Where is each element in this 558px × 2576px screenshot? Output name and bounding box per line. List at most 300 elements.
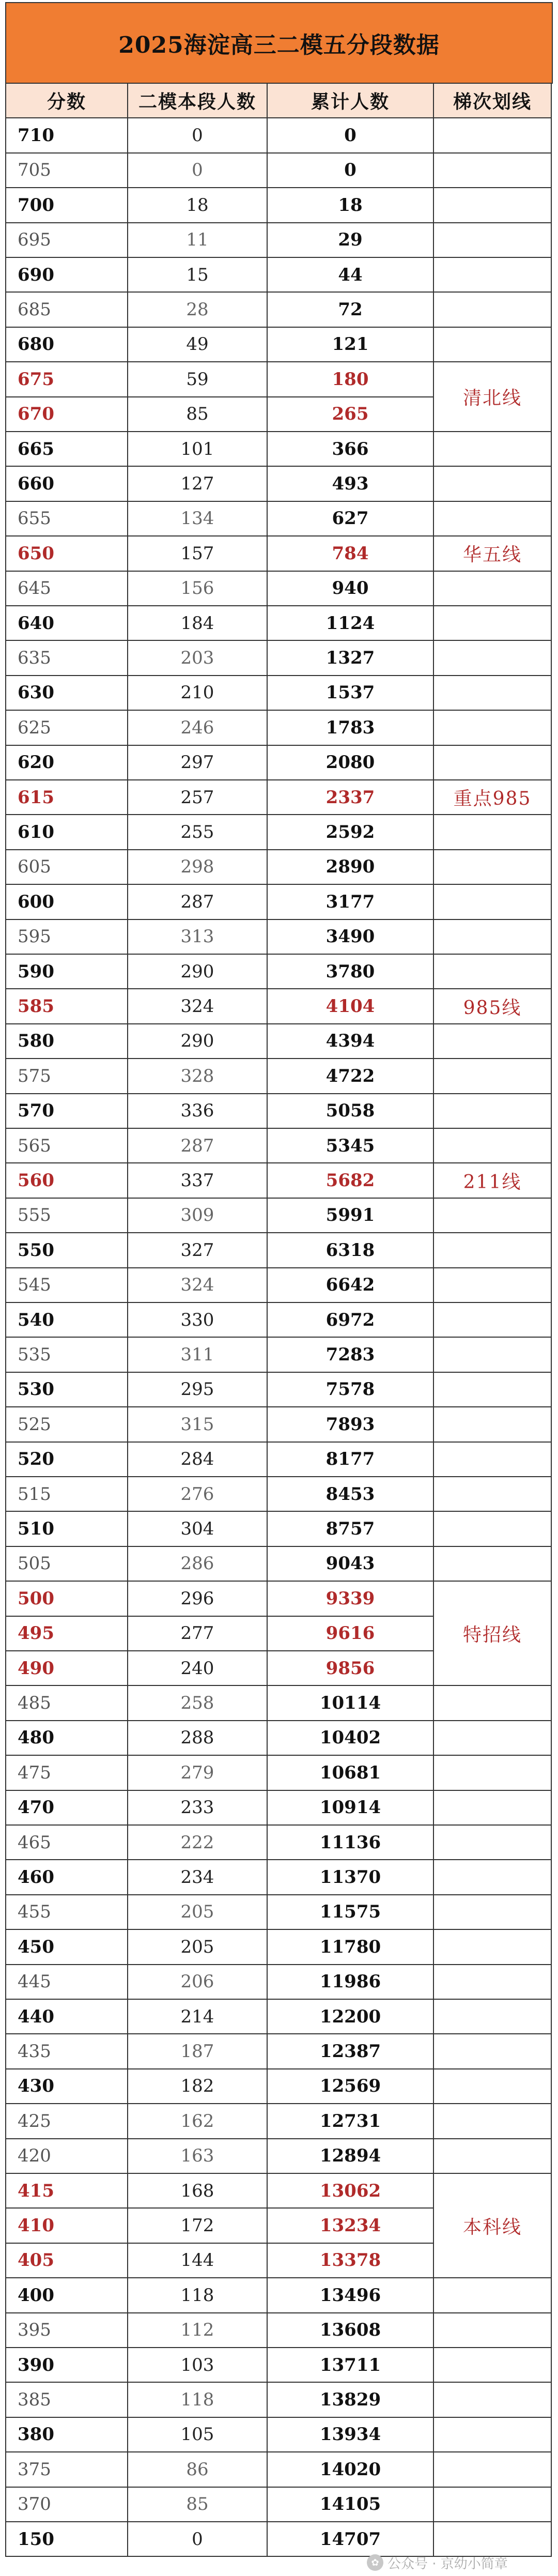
count-cell: 328 — [128, 1059, 268, 1094]
score-cell: 390 — [5, 2348, 128, 2383]
tier-cell — [434, 1373, 552, 1407]
tier-label: 重点985 — [434, 780, 552, 815]
score-cell: 620 — [5, 746, 128, 780]
score-cell: 415 — [5, 2174, 128, 2209]
table-row — [5, 328, 552, 362]
score-cell: 540 — [5, 1303, 128, 1338]
tier-label: 985线 — [434, 989, 552, 1024]
cumulative-cell: 13378 — [268, 2244, 434, 2278]
count-cell: 182 — [128, 2069, 268, 2104]
tier-cell — [434, 1059, 552, 1094]
score-cell: 600 — [5, 885, 128, 919]
score-cell: 435 — [5, 2034, 128, 2069]
count-cell: 162 — [128, 2104, 268, 2139]
tier-cell — [434, 188, 552, 223]
count-cell: 203 — [128, 641, 268, 676]
score-cell: 580 — [5, 1024, 128, 1059]
table-row — [5, 2418, 552, 2452]
tier-label: 本科线 — [434, 2174, 552, 2278]
score-cell: 445 — [5, 1965, 128, 2000]
score-cell: 520 — [5, 1443, 128, 1477]
score-cell: 550 — [5, 1233, 128, 1268]
table-row — [5, 2313, 552, 2348]
table-row — [5, 1860, 552, 1895]
tier-label: 华五线 — [434, 536, 552, 571]
count-cell: 327 — [128, 1233, 268, 1268]
cumulative-cell: 12569 — [268, 2069, 434, 2104]
count-cell: 105 — [128, 2418, 268, 2452]
score-cell: 395 — [5, 2313, 128, 2348]
cumulative-cell: 11780 — [268, 1930, 434, 1965]
count-cell: 330 — [128, 1303, 268, 1338]
count-cell: 157 — [128, 536, 268, 571]
count-cell: 290 — [128, 1024, 268, 1059]
count-cell: 85 — [128, 397, 268, 432]
cumulative-cell: 72 — [268, 293, 434, 327]
table-row — [5, 258, 552, 293]
count-cell: 287 — [128, 885, 268, 919]
count-cell: 288 — [128, 1721, 268, 1756]
count-cell: 103 — [128, 2348, 268, 2383]
score-cell: 505 — [5, 1547, 128, 1582]
table-row — [5, 1443, 552, 1477]
tier-cell — [434, 606, 552, 641]
cumulative-cell: 1537 — [268, 676, 434, 711]
watermark-text: 公众号 · 京幼小简章 — [388, 2556, 508, 2572]
score-cell: 420 — [5, 2139, 128, 2174]
table-row — [5, 502, 552, 536]
score-cell: 375 — [5, 2452, 128, 2487]
table-row — [5, 676, 552, 711]
table-row — [5, 1721, 552, 1756]
tier-cell — [434, 1268, 552, 1303]
tier-cell — [434, 432, 552, 467]
tier-cell — [434, 1024, 552, 1059]
cumulative-cell: 12894 — [268, 2139, 434, 2174]
table-row — [5, 1024, 552, 1059]
score-cell: 700 — [5, 188, 128, 223]
table-row — [5, 2452, 552, 2487]
count-cell: 287 — [128, 1129, 268, 1163]
table-row — [5, 1268, 552, 1303]
score-cell: 615 — [5, 780, 128, 815]
count-cell: 234 — [128, 1860, 268, 1895]
count-cell: 85 — [128, 2488, 268, 2522]
tier-label: 清北线 — [434, 362, 552, 432]
count-cell: 0 — [128, 2522, 268, 2557]
tier-cell — [434, 1512, 552, 1546]
count-cell: 187 — [128, 2034, 268, 2069]
score-cell: 555 — [5, 1199, 128, 1233]
cumulative-cell: 13829 — [268, 2383, 434, 2417]
score-cell: 545 — [5, 1268, 128, 1303]
score-cell: 490 — [5, 1651, 128, 1686]
score-cell: 560 — [5, 1163, 128, 1198]
table-row — [5, 1199, 552, 1233]
count-cell: 276 — [128, 1477, 268, 1512]
tier-cell — [434, 2418, 552, 2452]
cumulative-cell: 9339 — [268, 1582, 434, 1616]
count-cell: 205 — [128, 1930, 268, 1965]
score-cell: 495 — [5, 1617, 128, 1651]
table-row — [5, 815, 552, 850]
cumulative-cell: 4722 — [268, 1059, 434, 1094]
table-row — [5, 850, 552, 885]
cumulative-cell: 13062 — [268, 2174, 434, 2209]
tier-cell — [434, 1477, 552, 1512]
count-cell: 11 — [128, 223, 268, 258]
cumulative-cell: 8757 — [268, 1512, 434, 1546]
table-row — [5, 1407, 552, 1442]
count-cell: 246 — [128, 711, 268, 745]
count-cell: 163 — [128, 2139, 268, 2174]
cumulative-cell: 13711 — [268, 2348, 434, 2383]
table-row — [5, 1547, 552, 1582]
tier-cell — [434, 746, 552, 780]
tier-cell — [434, 572, 552, 606]
cumulative-cell: 7893 — [268, 1407, 434, 1442]
cumulative-cell: 44 — [268, 258, 434, 293]
header-count: 二模本段人数 — [128, 84, 268, 118]
count-cell: 222 — [128, 1826, 268, 1860]
score-cell: 675 — [5, 362, 128, 397]
count-cell: 309 — [128, 1199, 268, 1233]
cumulative-cell: 11370 — [268, 1860, 434, 1895]
table-row — [5, 154, 552, 188]
count-cell: 144 — [128, 2244, 268, 2278]
tier-cell — [434, 1965, 552, 2000]
cumulative-cell: 493 — [268, 467, 434, 501]
cumulative-cell: 14105 — [268, 2488, 434, 2522]
cumulative-cell: 627 — [268, 502, 434, 536]
table-row — [5, 1930, 552, 1965]
cumulative-cell: 8177 — [268, 1443, 434, 1477]
count-cell: 295 — [128, 1373, 268, 1407]
score-cell: 630 — [5, 676, 128, 711]
score-cell: 655 — [5, 502, 128, 536]
tier-cell — [434, 1547, 552, 1582]
tier-cell — [434, 885, 552, 919]
tier-cell — [434, 154, 552, 188]
cumulative-cell: 6318 — [268, 1233, 434, 1268]
score-cell: 625 — [5, 711, 128, 745]
cumulative-cell: 784 — [268, 536, 434, 571]
table-row — [5, 1756, 552, 1790]
tier-cell — [434, 676, 552, 711]
tier-cell — [434, 223, 552, 258]
table-row — [5, 1373, 552, 1407]
tier-cell — [434, 1930, 552, 1965]
score-cell: 425 — [5, 2104, 128, 2139]
count-cell: 290 — [128, 955, 268, 989]
tier-label: 211线 — [434, 1163, 552, 1198]
cumulative-cell: 2890 — [268, 850, 434, 885]
score-cell: 405 — [5, 2244, 128, 2278]
cumulative-cell: 265 — [268, 397, 434, 432]
score-cell: 385 — [5, 2383, 128, 2417]
score-cell: 685 — [5, 293, 128, 327]
table-row — [5, 1303, 552, 1338]
cumulative-cell: 7578 — [268, 1373, 434, 1407]
count-cell: 134 — [128, 502, 268, 536]
tier-cell — [434, 258, 552, 293]
score-cell: 645 — [5, 572, 128, 606]
cumulative-cell: 14020 — [268, 2452, 434, 2487]
table-row — [5, 1477, 552, 1512]
tier-cell — [434, 2034, 552, 2069]
count-cell: 168 — [128, 2174, 268, 2209]
tier-cell — [434, 1721, 552, 1756]
tier-cell — [434, 2139, 552, 2174]
table-row — [5, 2069, 552, 2104]
tier-cell — [434, 1826, 552, 1860]
cumulative-cell: 5991 — [268, 1199, 434, 1233]
score-cell: 380 — [5, 2418, 128, 2452]
tier-cell — [434, 1129, 552, 1163]
count-cell: 15 — [128, 258, 268, 293]
score-cell: 470 — [5, 1791, 128, 1826]
tier-cell — [434, 641, 552, 676]
count-cell: 59 — [128, 362, 268, 397]
cumulative-cell: 3490 — [268, 920, 434, 955]
score-cell: 705 — [5, 154, 128, 188]
score-table-sheet — [5, 2, 552, 2574]
cumulative-cell: 6642 — [268, 1268, 434, 1303]
tier-cell — [434, 815, 552, 850]
tier-cell — [434, 2383, 552, 2417]
tier-cell — [434, 1860, 552, 1895]
count-cell: 205 — [128, 1895, 268, 1930]
score-cell: 710 — [5, 118, 128, 153]
score-cell: 585 — [5, 989, 128, 1024]
score-cell: 525 — [5, 1407, 128, 1442]
score-cell: 400 — [5, 2278, 128, 2313]
count-cell: 315 — [128, 1407, 268, 1442]
table-row — [5, 711, 552, 745]
cumulative-cell: 3780 — [268, 955, 434, 989]
count-cell: 86 — [128, 2452, 268, 2487]
table-row — [5, 572, 552, 606]
cumulative-cell: 5345 — [268, 1129, 434, 1163]
table-row — [5, 2139, 552, 2174]
table-row — [5, 1512, 552, 1546]
tier-cell — [434, 1895, 552, 1930]
count-cell: 214 — [128, 2000, 268, 2034]
count-cell: 311 — [128, 1338, 268, 1372]
table-row — [5, 1129, 552, 1163]
score-cell: 650 — [5, 536, 128, 571]
score-cell: 515 — [5, 1477, 128, 1512]
cumulative-cell: 2592 — [268, 815, 434, 850]
tier-cell — [434, 850, 552, 885]
tier-cell — [434, 502, 552, 536]
count-cell: 28 — [128, 293, 268, 327]
tier-cell — [434, 920, 552, 955]
count-cell: 118 — [128, 2278, 268, 2313]
table-row — [5, 1338, 552, 1372]
score-cell: 665 — [5, 432, 128, 467]
score-cell: 590 — [5, 955, 128, 989]
tier-cell — [434, 1756, 552, 1790]
score-cell: 610 — [5, 815, 128, 850]
tier-cell — [434, 1686, 552, 1721]
cumulative-cell: 10402 — [268, 1721, 434, 1756]
table-row — [5, 885, 552, 919]
table-row — [5, 641, 552, 676]
score-cell: 605 — [5, 850, 128, 885]
count-cell: 336 — [128, 1094, 268, 1129]
header-tier: 梯次划线 — [434, 84, 552, 118]
watermark — [367, 2551, 508, 2574]
table-row — [5, 1686, 552, 1721]
score-cell: 535 — [5, 1338, 128, 1372]
table-row — [5, 1791, 552, 1826]
table-row — [5, 606, 552, 641]
table-row — [5, 432, 552, 467]
cumulative-cell: 29 — [268, 223, 434, 258]
tier-cell — [434, 2000, 552, 2034]
cumulative-cell: 14707 — [268, 2522, 434, 2557]
count-cell: 210 — [128, 676, 268, 711]
cumulative-cell: 11136 — [268, 1826, 434, 1860]
table-row — [5, 920, 552, 955]
score-cell: 690 — [5, 258, 128, 293]
table-row — [5, 293, 552, 327]
table-row — [5, 2034, 552, 2069]
cumulative-cell: 9856 — [268, 1651, 434, 1686]
count-cell: 297 — [128, 746, 268, 780]
tier-cell — [434, 1199, 552, 1233]
cumulative-cell: 180 — [268, 362, 434, 397]
table-row — [5, 746, 552, 780]
cumulative-cell: 13934 — [268, 2418, 434, 2452]
count-cell: 298 — [128, 850, 268, 885]
count-cell: 304 — [128, 1512, 268, 1546]
cumulative-cell: 8453 — [268, 1477, 434, 1512]
cumulative-cell: 6972 — [268, 1303, 434, 1338]
tier-cell — [434, 1443, 552, 1477]
score-cell: 510 — [5, 1512, 128, 1546]
tier-label: 特招线 — [434, 1582, 552, 1686]
cumulative-cell: 0 — [268, 154, 434, 188]
score-cell: 455 — [5, 1895, 128, 1930]
count-cell: 101 — [128, 432, 268, 467]
tier-cell — [434, 2104, 552, 2139]
cumulative-cell: 940 — [268, 572, 434, 606]
cumulative-cell: 10114 — [268, 1686, 434, 1721]
table-row — [5, 223, 552, 258]
cumulative-cell: 18 — [268, 188, 434, 223]
count-cell: 279 — [128, 1756, 268, 1790]
cumulative-cell: 10681 — [268, 1756, 434, 1790]
table-row — [5, 1094, 552, 1129]
cumulative-cell: 1124 — [268, 606, 434, 641]
table-title: 2025海淀高三二模五分段数据 — [5, 2, 553, 84]
table-row — [5, 188, 552, 223]
count-cell: 172 — [128, 2209, 268, 2243]
count-cell: 255 — [128, 815, 268, 850]
table-row — [5, 2104, 552, 2139]
count-cell: 313 — [128, 920, 268, 955]
table-row — [5, 2348, 552, 2383]
score-cell: 530 — [5, 1373, 128, 1407]
count-cell: 240 — [128, 1651, 268, 1686]
score-cell: 640 — [5, 606, 128, 641]
score-cell: 660 — [5, 467, 128, 501]
score-cell: 680 — [5, 328, 128, 362]
count-cell: 324 — [128, 1268, 268, 1303]
tier-cell — [434, 1338, 552, 1372]
score-cell: 465 — [5, 1826, 128, 1860]
count-cell: 286 — [128, 1547, 268, 1582]
cumulative-cell: 10914 — [268, 1791, 434, 1826]
tier-cell — [434, 1791, 552, 1826]
table-header-row — [5, 84, 552, 118]
tier-cell — [434, 1094, 552, 1129]
cumulative-cell: 121 — [268, 328, 434, 362]
table-row — [5, 1965, 552, 2000]
cumulative-cell: 12200 — [268, 2000, 434, 2034]
count-cell: 0 — [128, 154, 268, 188]
cumulative-cell: 13496 — [268, 2278, 434, 2313]
cumulative-cell: 2080 — [268, 746, 434, 780]
tier-cell — [434, 2313, 552, 2348]
count-cell: 337 — [128, 1163, 268, 1198]
tier-cell — [434, 2069, 552, 2104]
cumulative-cell: 1327 — [268, 641, 434, 676]
cumulative-cell: 11575 — [268, 1895, 434, 1930]
cumulative-cell: 1783 — [268, 711, 434, 745]
cumulative-cell: 12387 — [268, 2034, 434, 2069]
table-row — [5, 955, 552, 989]
tier-cell — [434, 2278, 552, 2313]
score-cell: 150 — [5, 2522, 128, 2557]
tier-cell — [434, 955, 552, 989]
wechat-logo-icon: ✿ — [367, 2554, 383, 2571]
cumulative-cell: 5682 — [268, 1163, 434, 1198]
score-cell: 480 — [5, 1721, 128, 1756]
count-cell: 0 — [128, 118, 268, 153]
tier-cell — [434, 1407, 552, 1442]
score-cell: 430 — [5, 2069, 128, 2104]
cumulative-cell: 366 — [268, 432, 434, 467]
cumulative-cell: 13608 — [268, 2313, 434, 2348]
table-row — [5, 1895, 552, 1930]
score-cell: 565 — [5, 1129, 128, 1163]
count-cell: 277 — [128, 1617, 268, 1651]
cumulative-cell: 3177 — [268, 885, 434, 919]
tier-cell — [434, 2348, 552, 2383]
tier-cell — [434, 467, 552, 501]
count-cell: 18 — [128, 188, 268, 223]
cumulative-cell: 9043 — [268, 1547, 434, 1582]
table-row — [5, 2488, 552, 2522]
count-cell: 258 — [128, 1686, 268, 1721]
score-cell: 410 — [5, 2209, 128, 2243]
cumulative-cell: 5058 — [268, 1094, 434, 1129]
cumulative-cell: 9616 — [268, 1617, 434, 1651]
tier-cell — [434, 293, 552, 327]
tier-cell — [434, 2452, 552, 2487]
cumulative-cell: 12731 — [268, 2104, 434, 2139]
count-cell: 118 — [128, 2383, 268, 2417]
cumulative-cell: 4394 — [268, 1024, 434, 1059]
count-cell: 257 — [128, 780, 268, 815]
tier-cell — [434, 1233, 552, 1268]
cumulative-cell: 4104 — [268, 989, 434, 1024]
table-row — [5, 1826, 552, 1860]
count-cell: 112 — [128, 2313, 268, 2348]
